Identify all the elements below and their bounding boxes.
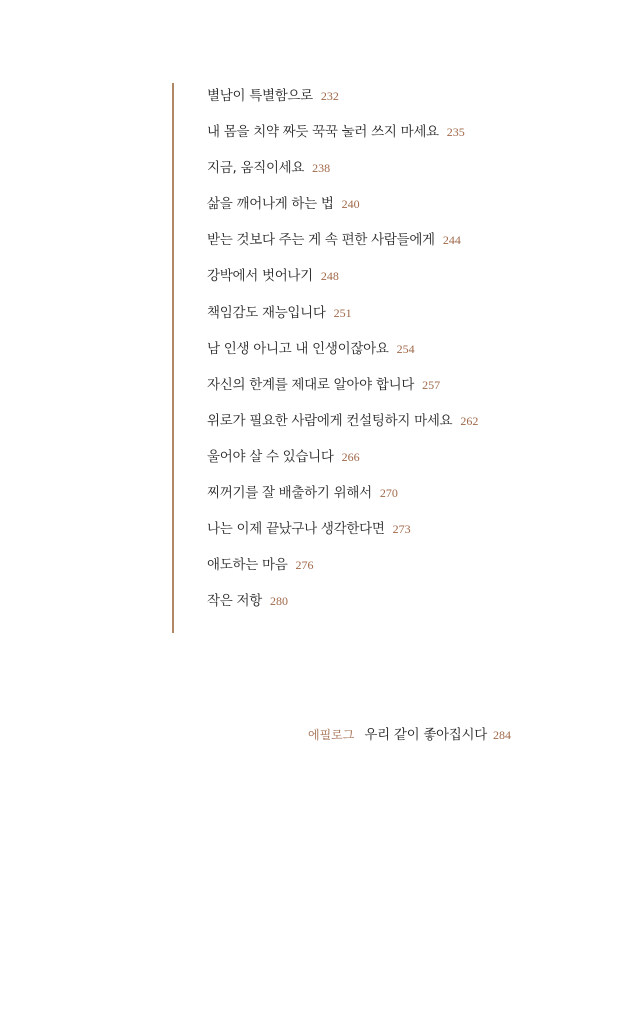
toc-entry-title: 내 몸을 치약 짜듯 꾹꾹 눌러 쓰지 마세요 [207, 124, 439, 141]
toc-entry-title: 울어야 살 수 있습니다 [207, 448, 334, 465]
toc-list [207, 84, 478, 625]
toc-entry-page: 270 [379, 486, 398, 501]
toc-entry [207, 228, 478, 264]
toc-entry-page: 244 [442, 233, 461, 248]
toc-section-bar [172, 83, 174, 633]
toc-entry-page: 238 [312, 161, 331, 176]
epilogue-label: 에필로그 [308, 728, 355, 742]
toc-entry [207, 192, 478, 228]
toc-entry [207, 264, 478, 300]
toc-entry-title: 자신의 한계를 제대로 알아야 합니다 [207, 376, 415, 393]
toc-entry [207, 337, 478, 373]
toc-entry [207, 156, 478, 192]
toc-entry-title: 책임감도 재능입니다 [207, 304, 326, 321]
toc-entry-page: 276 [295, 558, 314, 573]
toc-entry-title: 삶을 깨어나게 하는 법 [207, 196, 334, 213]
toc-entry-page: 266 [341, 449, 360, 464]
toc-entry-page: 257 [422, 377, 441, 392]
toc-entry [207, 301, 478, 337]
toc-entry-title: 나는 이제 끝났구나 생각한다면 [207, 521, 385, 538]
toc-entry-title: 위로가 필요한 사람에게 컨설팅하지 마세요 [207, 412, 453, 429]
toc-entry-title: 작은 저항 [207, 593, 262, 610]
toc-entry-page: 248 [320, 269, 339, 284]
toc-entry-title: 애도하는 마음 [207, 557, 288, 574]
toc-entry-title: 받는 것보다 주는 게 속 편한 사람들에게 [207, 232, 435, 249]
toc-entry-page: 240 [341, 197, 360, 212]
toc-entry-title: 찌꺼기를 잘 배출하기 위해서 [207, 485, 372, 502]
toc-entry-page: 235 [446, 125, 465, 140]
toc-entry [207, 517, 478, 553]
toc-entry [207, 553, 478, 589]
toc-entry [207, 409, 478, 445]
toc-entry-page: 280 [269, 594, 288, 609]
toc-entry [207, 120, 478, 156]
toc-entry [207, 373, 478, 409]
toc-entry-title: 남 인생 아니고 내 인생이잖아요 [207, 340, 389, 357]
toc-entry-title: 별남이 특별함으로 [207, 88, 313, 104]
toc-entry [207, 84, 478, 120]
toc-entry [207, 589, 478, 625]
toc-entry [207, 481, 478, 517]
toc-entry-title: 강박에서 벗어나기 [207, 268, 313, 285]
epilogue-entry [308, 723, 511, 746]
toc-entry-page: 251 [333, 305, 352, 320]
toc-entry-page: 232 [320, 89, 339, 103]
toc-entry-page: 254 [396, 341, 415, 356]
toc-entry-page: 262 [460, 413, 479, 428]
toc-entry [207, 445, 478, 481]
toc-entry-page: 273 [392, 522, 411, 537]
epilogue-title: 우리 같이 좋아집시다 [364, 727, 488, 743]
toc-entry-title: 지금, 움직이세요 [207, 160, 305, 177]
epilogue-page: 284 [493, 728, 512, 742]
